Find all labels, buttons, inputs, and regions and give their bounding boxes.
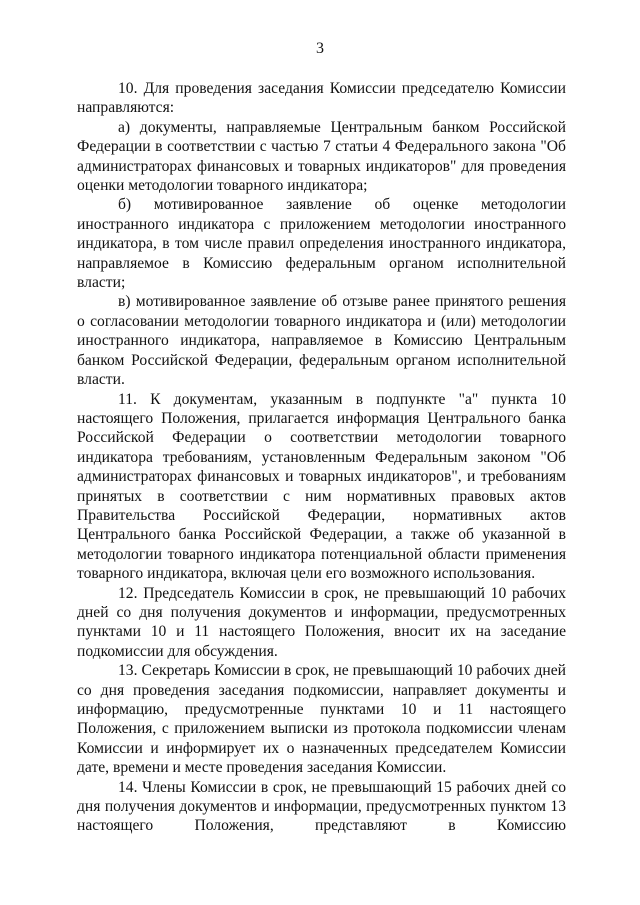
paragraph-10-b: б) мотивированное заявление об оценке методологии иностранного индикатора с приложением методологии иностранного индикатора, в том числе правил определения иностранного индикатора, направляемое в Комиссию федеральным органом исполнительной власти;: [77, 196, 566, 292]
paragraph-10: 10. Для проведения заседания Комиссии председателю Комиссии направляются:: [77, 80, 566, 117]
document-body: [77, 79, 566, 836]
paragraph-10-a: а) документы, направляемые Центральным банком Российской Федерации в соответствии с частью 7 статьи 4 Федерального закона "Об администраторах финансовых и товарных индикаторов" для проведения оценки методологии товарного индикатора;: [77, 118, 566, 195]
paragraph-11: 11. К документам, указанным в подпункте "а" пункта 10 настоящего Положения, прилагается информация Центрального банка Российской Федерации о соответствии методологии товарного индикатора требованиям, установленным Федеральным законом "Об администраторах финансовых и товарных индикаторов", и требованиям принятых в соответствии с ним нормативных правовых актов Правительства Российской Федерации, нормативных актов Центрального банка Российской Федерации, а также об указанной в методологии товарного индикатора потенциальной области применения товарного индикатора, включая цели его возможного использования.: [77, 390, 566, 583]
paragraph-14: 14. Члены Комиссии в срок, не превышающий 15 рабочих дней со дня получения документов и информации, предусмотренных пунктом 13 настоящего Положения, представляют в Комиссию: [77, 778, 566, 835]
paragraph-13: 13. Секретарь Комиссии в срок, не превышающий 10 рабочих дней со дня проведения заседания подкомиссии, направляет документы и информацию, предусмотренные пунктами 10 и 11 настоящего Положения, с приложением выписки из протокола подкомиссии членам Комиссии и информирует их о назначенных председателем Комиссии дате, времени и месте проведения заседания Комиссии.: [77, 662, 566, 777]
paragraph-12: 12. Председатель Комиссии в срок, не превышающий 10 рабочих дней со дня получения документов и информации, предусмотренных пунктами 10 и 11 настоящего Положения, вносит их на заседание подкомиссии для обсуждения.: [77, 584, 566, 660]
page-number: 3: [316, 40, 324, 57]
paragraph-10-v: в) мотивированное заявление об отзыве ранее принятого решения о согласовании методологии товарного индикатора и (или) методологии иностранного индикатора, направляемое в Комиссию Центральным банком Российской Федерации, федеральным органом исполнительной власти.: [77, 293, 566, 389]
